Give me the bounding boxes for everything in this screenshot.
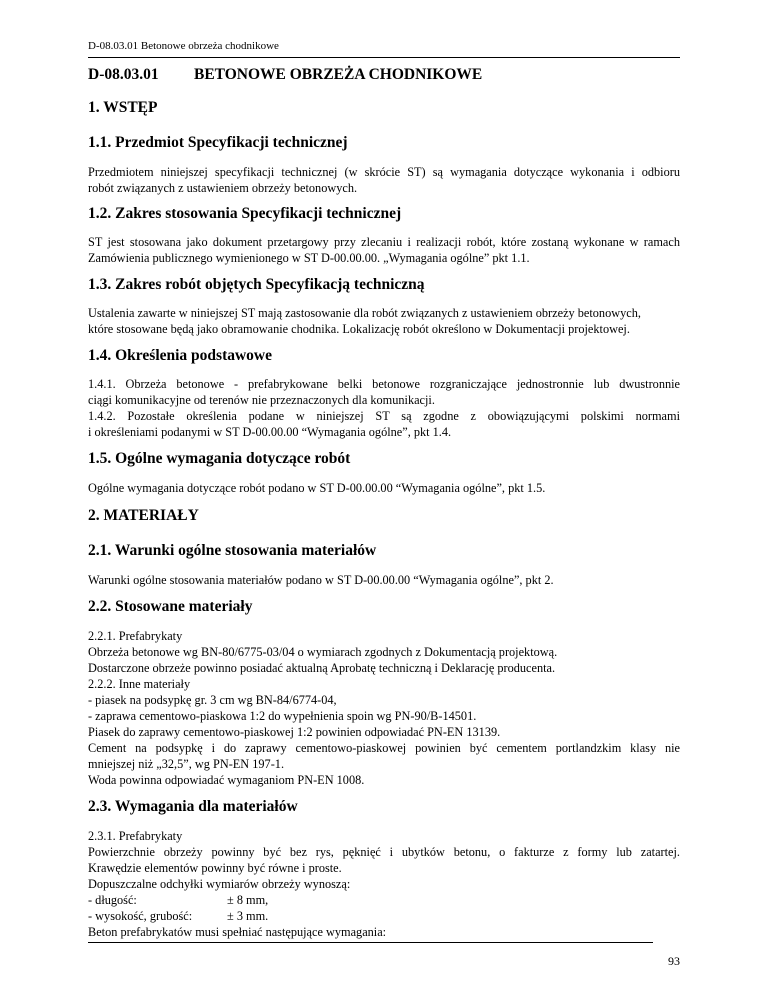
section-1-4-heading: 1.4. Określenia podstawowe <box>88 347 273 364</box>
document-title-text: BETONOWE OBRZEŻA CHODNIKOWE <box>194 66 483 83</box>
section-2-3-text-line: Krawędzie elementów powinny być równe i proste. <box>88 861 342 875</box>
page-number: 93 <box>668 954 680 968</box>
section-1-4-text-line: 1.4.2. Pozostałe określenia podane w niniejszej ST są zgodne z obowiązującymi polskimi normami <box>88 409 680 423</box>
footer-rule <box>88 942 653 943</box>
section-1-2-text-line: Zamówienia publicznego wymienionego w ST D-00.00.00. „Wymagania ogólne” pkt 1.1. <box>88 251 530 265</box>
section-2-3-text-line: Dopuszczalne odchyłki wymiarów obrzeży wynoszą: <box>88 877 351 891</box>
section-1-2-text-line: ST jest stosowana jako dokument przetargowy przy zlecaniu i realizacji robót, które zostaną wykonane w ramach <box>88 235 680 249</box>
section-2-1-heading: 2.1. Warunki ogólne stosowania materiałów <box>88 542 377 559</box>
section-2-3-heading: 2.3. Wymagania dla materiałów <box>88 798 298 815</box>
section-2-2-text-line: Obrzeża betonowe wg BN-80/6775-03/04 o wymiarach zgodnych z Dokumentacją projektową. <box>88 645 558 659</box>
section-1-3-text-line: Ustalenia zawarte w niniejszej ST mają zastosowanie dla robót związanych z ustawieniem obrzeży betonowych, <box>88 306 641 320</box>
section-2-3-text-line: Beton prefabrykatów musi spełniać następujące wymagania: <box>88 925 387 939</box>
section-1-4-text-line: 1.4.1. Obrzeża betonowe - prefabrykowane belki betonowe rozgraniczające jednostronnie lub dwustronnie <box>88 377 680 391</box>
tolerance-value: ± 3 mm. <box>227 909 269 923</box>
tolerance-row-height <box>88 908 680 924</box>
section-2-2-text-line: 2.2.2. Inne materiały <box>88 677 191 691</box>
section-1-1-text-line: robót związanych z ustawieniem obrzeży betonowych. <box>88 181 358 195</box>
tolerance-label: - wysokość, grubość: <box>88 909 193 923</box>
section-1-3-text-line: które stosowane będą jako obramowanie chodnika. Lokalizację robót określono w Dokumentacji projektowej. <box>88 322 630 336</box>
section-2-2-text-line: - piasek na podsypkę gr. 3 cm wg BN-84/6774-04, <box>88 693 337 707</box>
section-2-2-text-line: Woda powinna odpowiadać wymaganiom PN-EN 1008. <box>88 773 365 787</box>
section-2-2-text-line: Cement na podsypkę i do zaprawy cementowo-piaskowej powinien być cementem portlandzkim klasy nie <box>88 741 680 755</box>
section-1-3-heading: 1.3. Zakres robót objętych Specyfikacją techniczną <box>88 276 425 293</box>
tolerance-value: ± 8 mm, <box>227 893 269 907</box>
section-1-1-text-line: Przedmiotem niniejszej specyfikacji technicznej (w skrócie ST) są wymagania dotyczące wykonania i odbioru <box>88 165 680 179</box>
section-2-2-heading: 2.2. Stosowane materiały <box>88 598 253 615</box>
running-header: D-08.03.01 Betonowe obrzeża chodnikowe <box>88 40 279 52</box>
section-1-1-heading: 1.1. Przedmiot Specyfikacji technicznej <box>88 134 348 151</box>
tolerance-row-length <box>88 892 680 908</box>
document-code: D-08.03.01 <box>88 66 159 83</box>
section-2-1-text-line: Warunki ogólne stosowania materiałów podano w ST D-00.00.00 “Wymagania ogólne”, pkt 2. <box>88 573 554 587</box>
section-1-5-text-line: Ogólne wymagania dotyczące robót podano w ST D-00.00.00 “Wymagania ogólne”, pkt 1.5. <box>88 481 546 495</box>
section-2-2-text-line: 2.2.1. Prefabrykaty <box>88 629 183 643</box>
section-1-5-heading: 1.5. Ogólne wymagania dotyczące robót <box>88 450 351 467</box>
tolerance-label: - długość: <box>88 893 137 907</box>
section-2-2-text-line: mniejszej niż „32,5”, wg PN-EN 197-1. <box>88 757 285 771</box>
section-2-2-text-line: Dostarczone obrzeże powinno posiadać aktualną Aprobatę techniczną i Deklarację producenta. <box>88 661 556 675</box>
section-1-2-heading: 1.2. Zakres stosowania Specyfikacji technicznej <box>88 205 402 222</box>
document-title <box>88 66 482 84</box>
section-1-4-text-line: i określeniami podanymi w ST D-00.00.00 “Wymagania ogólne”, pkt 1.4. <box>88 425 452 439</box>
section-2-2-text-line: Piasek do zaprawy cementowo-piaskowej 1:2 powinien odpowiadać PN-EN 13139. <box>88 725 501 739</box>
header-rule <box>88 57 680 58</box>
section-2-3-text-line: 2.3.1. Prefabrykaty <box>88 829 183 843</box>
section-1-heading: 1. WSTĘP <box>88 99 158 116</box>
section-2-heading: 2. MATERIAŁY <box>88 507 199 524</box>
section-2-3-text-line: Powierzchnie obrzeży powinny być bez rys, pęknięć i ubytków betonu, o fakturze z formy lub zatartej. <box>88 845 680 859</box>
section-1-4-text-line: ciągi komunikacyjne od terenów nie przeznaczonych dla komunikacji. <box>88 393 435 407</box>
section-2-2-text-line: - zaprawa cementowo-piaskowa 1:2 do wypełnienia spoin wg PN-90/B-14501. <box>88 709 477 723</box>
